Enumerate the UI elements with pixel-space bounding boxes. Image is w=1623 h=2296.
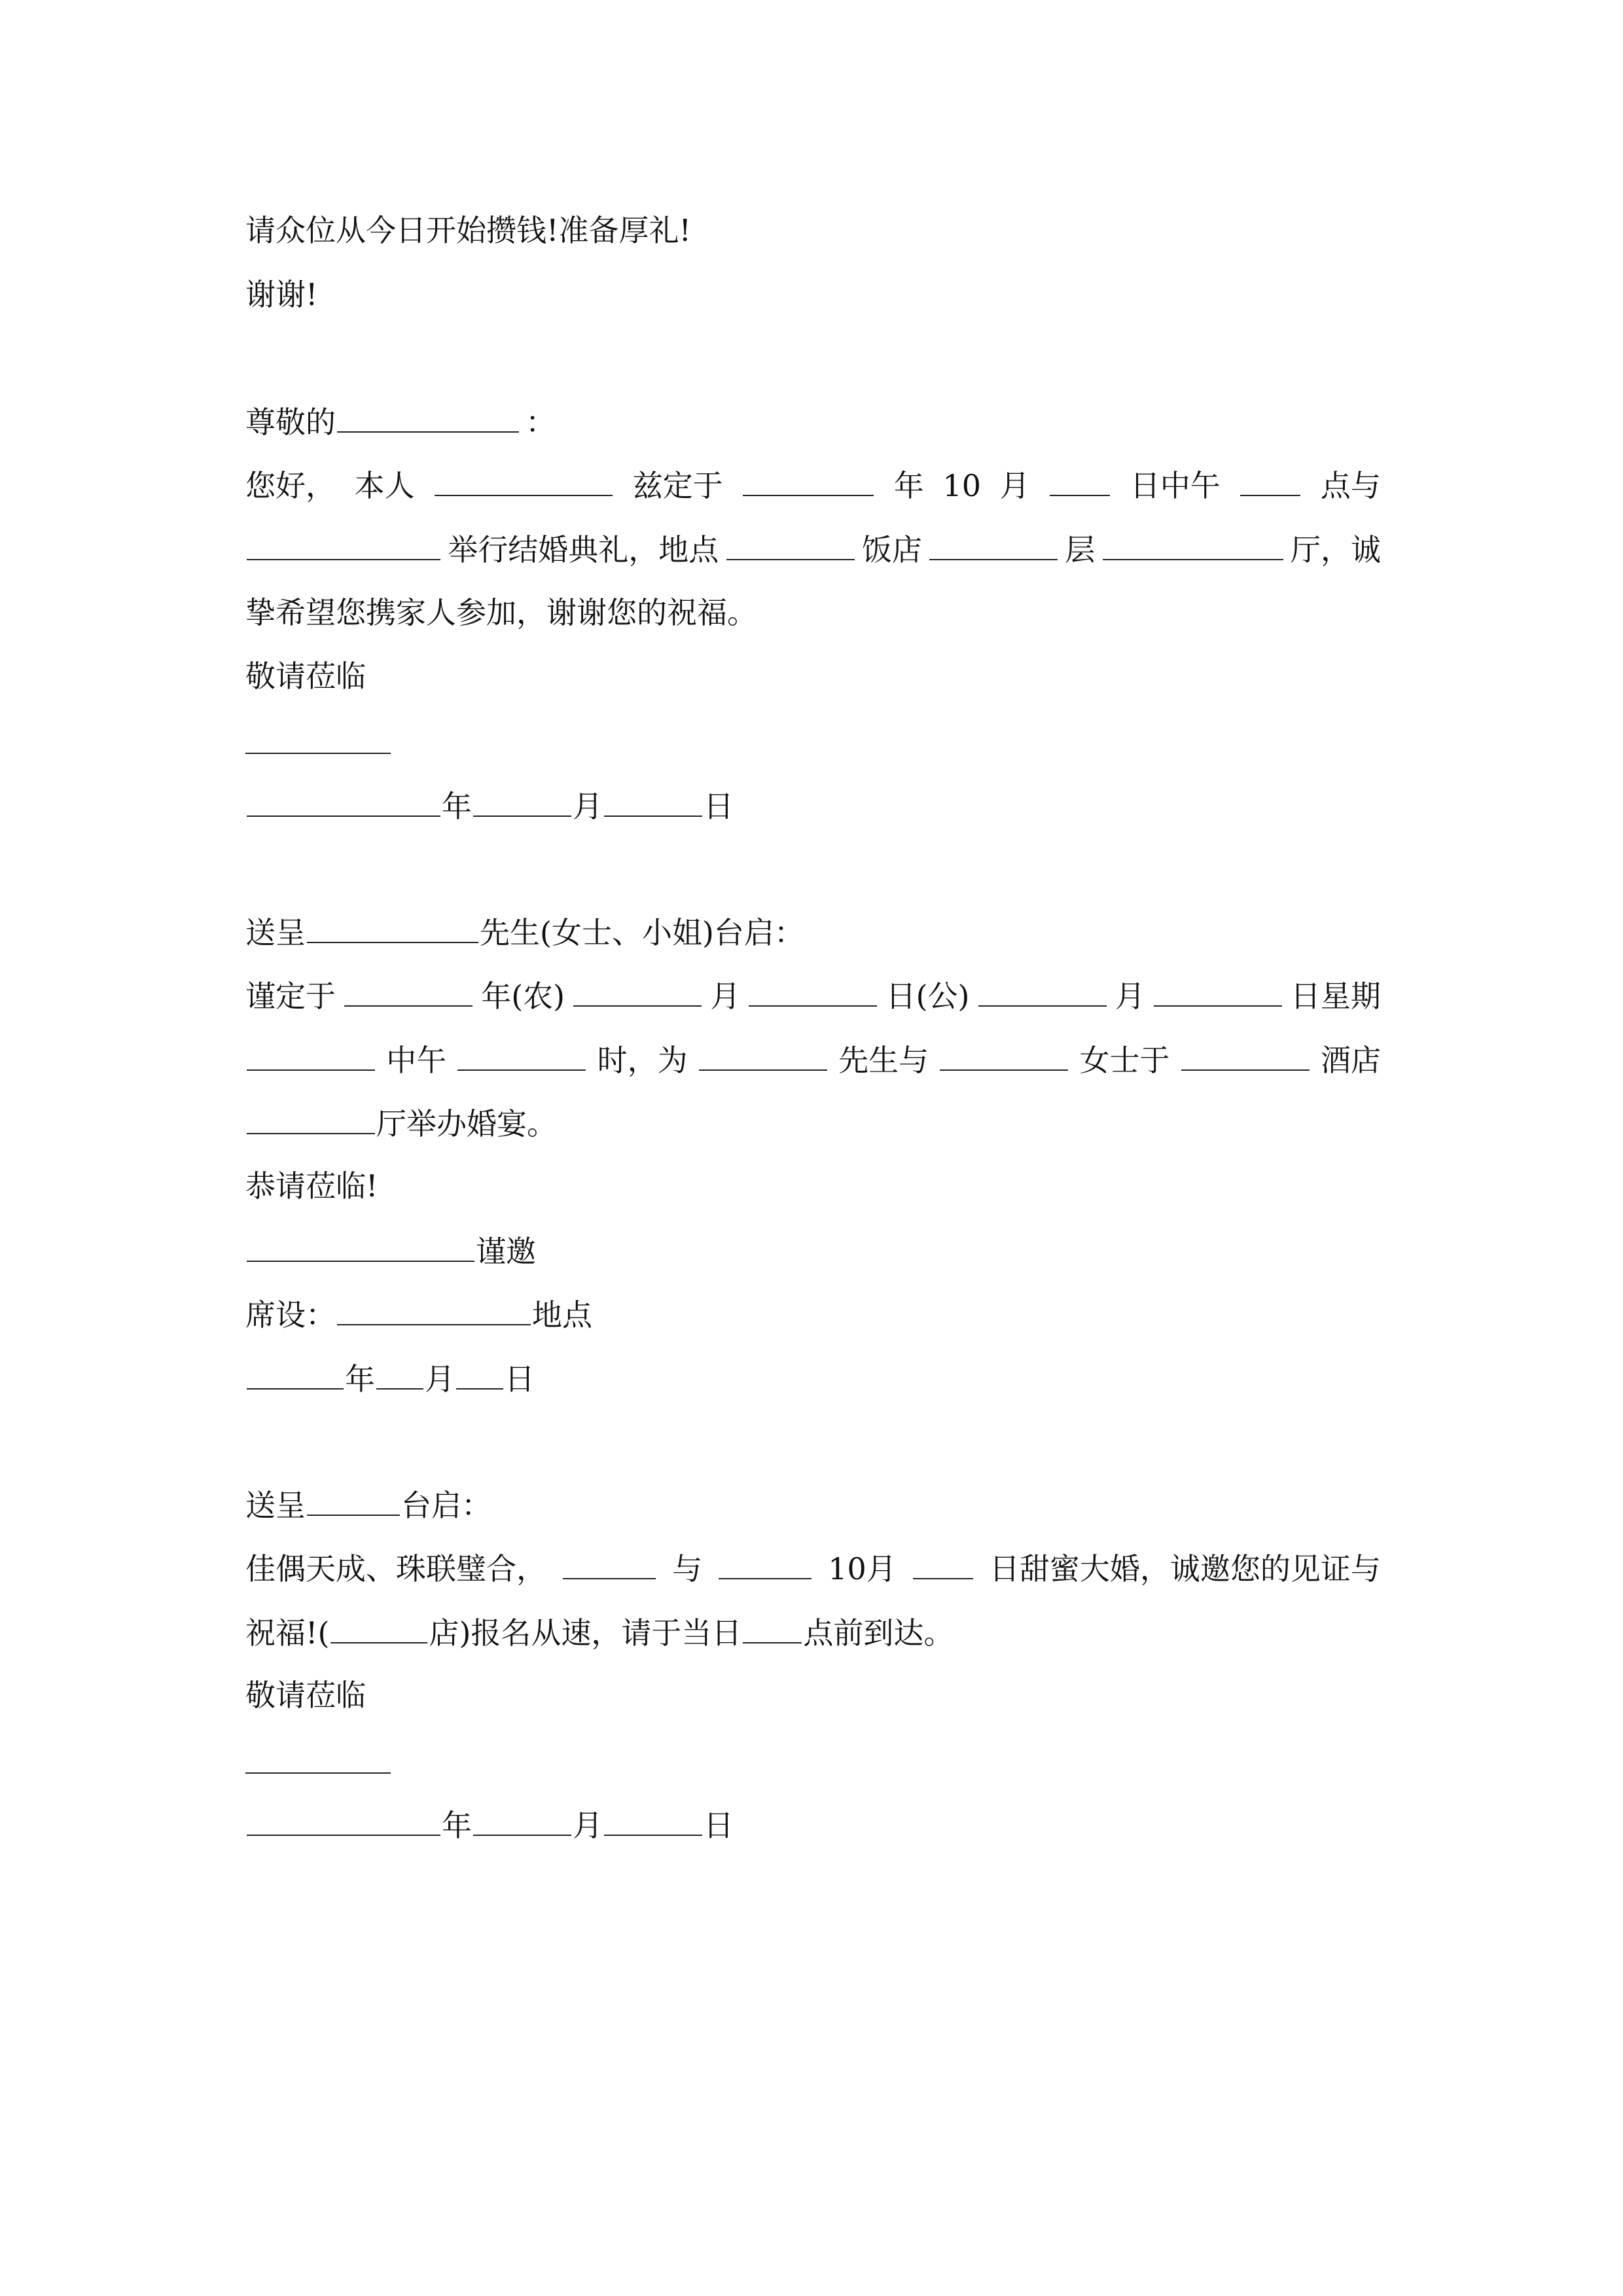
inv1-date-year: 年	[442, 789, 472, 824]
inv1-place-blank[interactable]	[726, 522, 855, 560]
inv3-closing-line	[245, 1669, 366, 1721]
inv2-day-blank[interactable]	[1154, 969, 1282, 1007]
inv1-salutation-line	[245, 395, 556, 447]
inv2-hour-blank[interactable]	[457, 1033, 586, 1071]
inv1-b2-t2: 饭店	[861, 532, 922, 567]
inv1-floor-blank[interactable]	[929, 522, 1058, 560]
intro-line-2	[245, 268, 318, 321]
inv2-to-line	[245, 905, 804, 958]
inv3-b2-t1: 祝福!(	[245, 1615, 330, 1651]
inv3-date-line	[245, 1798, 734, 1850]
intro-text-2: 谢谢!	[245, 277, 318, 312]
inv2-date-day-blank[interactable]	[456, 1352, 503, 1390]
inv1-b1-t8: 点与	[1320, 468, 1381, 503]
inv2-date-month: 月	[425, 1361, 455, 1397]
inv2-b2-t3: 先生与	[838, 1043, 929, 1078]
inv2-date-month-blank[interactable]	[376, 1352, 423, 1390]
inv2-hall-blank[interactable]	[247, 1096, 375, 1134]
intro-text-1: 请众位从今日开始攒钱!准备厚礼!	[245, 213, 691, 248]
inv2-body-line-2	[245, 1033, 1381, 1085]
inv2-b1-t3: 月	[710, 978, 741, 1014]
inv3-recipient-blank[interactable]	[307, 1478, 400, 1516]
inv1-body-line-1	[245, 458, 1381, 511]
inv1-b3: 挚希望您携家人参加，谢谢您的祝福。	[245, 595, 757, 630]
inv2-lunar-day-blank[interactable]	[749, 969, 877, 1007]
inv1-day-blank[interactable]	[1050, 458, 1110, 496]
inv2-b1-t1: 谨定于	[245, 978, 336, 1014]
inv2-to-suffix: 先生(女士、小姐)台启：	[480, 915, 804, 950]
inv2-b2-t5: 酒店	[1320, 1043, 1381, 1078]
inv2-venue-suffix: 地点	[532, 1297, 592, 1333]
inv2-b1-t5: 月	[1115, 978, 1145, 1014]
inv1-closing: 敬请莅临	[245, 658, 366, 694]
inv2-year-blank[interactable]	[344, 969, 473, 1007]
inv2-b2-t4: 女士于	[1079, 1043, 1170, 1078]
inv1-body-line-3	[245, 586, 757, 639]
inv2-date-year: 年	[345, 1361, 375, 1397]
inv2-b1-t6: 日星期	[1290, 978, 1381, 1014]
inv3-date-year-blank[interactable]	[247, 1798, 440, 1836]
inv2-venue-blank[interactable]	[337, 1287, 531, 1325]
inv3-date-day: 日	[704, 1808, 734, 1843]
inv1-year-blank[interactable]	[743, 458, 874, 496]
inv1-b1-t7: 日中午	[1130, 468, 1221, 503]
inv1-b1-t5: 10	[942, 468, 982, 503]
inv3-day-blank[interactable]	[913, 1541, 973, 1579]
inv1-b1-t1: 您好，	[245, 468, 336, 503]
inv3-date-year: 年	[442, 1808, 472, 1843]
inv1-b1-t3: 兹定于	[632, 468, 723, 503]
inv2-venue-prefix: 席设：	[245, 1297, 336, 1333]
inv3-b2-t3: 点前到达。	[803, 1615, 954, 1651]
inv3-b1-t3: 10月	[828, 1551, 897, 1587]
inv3-hour-blank[interactable]	[743, 1605, 802, 1643]
inv3-to-line	[245, 1478, 491, 1530]
inv1-recipient-blank[interactable]	[337, 395, 519, 433]
inv3-body-line-2	[245, 1605, 954, 1658]
inv1-salutation-colon: ：	[526, 404, 556, 440]
inv3-bride-blank[interactable]	[719, 1541, 812, 1579]
inv2-date-year-blank[interactable]	[247, 1352, 344, 1390]
inv2-closing-line	[245, 1160, 378, 1212]
inv1-b1-t2: 本人	[354, 468, 415, 503]
inv2-closing: 恭请莅临!	[245, 1168, 378, 1204]
inv1-b2-t3: 层	[1065, 532, 1096, 567]
inv2-weekday-blank[interactable]	[247, 1033, 375, 1071]
inv2-recipient-blank[interactable]	[307, 905, 478, 943]
inv1-b1-t4: 年	[893, 468, 924, 503]
inv1-body-line-2	[245, 522, 1381, 575]
inv3-b2-t2: 店)报名从速，请于当日	[429, 1615, 742, 1651]
inv1-date-day-blank[interactable]	[604, 779, 702, 817]
inv1-b1-t6: 月	[999, 468, 1030, 503]
inv1-hour-blank[interactable]	[1240, 458, 1300, 496]
inv3-groom-blank[interactable]	[563, 1541, 656, 1579]
inv3-signature-line[interactable]	[245, 1772, 391, 1774]
inv3-date-month: 月	[573, 1808, 603, 1843]
inv1-date-month-blank[interactable]	[473, 779, 571, 817]
inv3-to-prefix: 送呈	[245, 1488, 306, 1523]
inv3-date-month-blank[interactable]	[473, 1798, 571, 1836]
inv1-partner-blank[interactable]	[247, 522, 440, 560]
inv1-b2-t1: 举行结婚典礼，地点	[448, 532, 719, 567]
inv2-body-line-3	[245, 1096, 557, 1149]
inv2-to-prefix: 送呈	[245, 915, 306, 950]
inv1-closing-line	[245, 650, 366, 702]
inv2-venue-line	[245, 1287, 592, 1340]
inv1-signature-line[interactable]	[245, 753, 391, 754]
inv3-to-suffix: 台启：	[401, 1488, 491, 1523]
intro-line-1	[245, 204, 691, 257]
inv1-salutation: 尊敬的	[245, 404, 336, 440]
inv2-body-line-1	[245, 969, 1381, 1021]
inv2-b3: 厅举办婚宴。	[376, 1106, 557, 1141]
inv3-body-line-1	[245, 1541, 1381, 1594]
inv2-lunar-month-blank[interactable]	[573, 969, 702, 1007]
inv2-signature-blank[interactable]	[247, 1224, 474, 1262]
inv2-month-blank[interactable]	[978, 969, 1107, 1007]
inv1-date-month: 月	[573, 789, 603, 824]
inv3-b1-t4: 日甜蜜大婚，诚邀您的见证与	[989, 1551, 1381, 1587]
inv2-signature-line	[245, 1224, 536, 1276]
inv3-shop-blank[interactable]	[330, 1605, 427, 1643]
inv2-b1-t2: 年(农)	[481, 978, 565, 1014]
inv3-b1-t1: 佳偶天成、珠联璧合，	[245, 1551, 546, 1587]
inv1-date-year-blank[interactable]	[247, 779, 440, 817]
inv3-b1-t2: 与	[672, 1551, 703, 1587]
inv2-groom-blank[interactable]	[699, 1033, 827, 1071]
inv2-bride-blank[interactable]	[940, 1033, 1068, 1071]
inv2-b2-t1: 中午	[386, 1043, 447, 1078]
inv1-b2-t4: 厅，诚	[1290, 532, 1381, 567]
inv1-date-day: 日	[704, 789, 734, 824]
inv1-hall-blank[interactable]	[1103, 522, 1283, 560]
inv2-signature: 谨邀	[476, 1234, 536, 1269]
inv2-b1-t4: 日(公)	[885, 978, 970, 1014]
inv1-date-line	[245, 779, 734, 831]
inv2-date-line	[245, 1352, 535, 1404]
inv2-hotel-blank[interactable]	[1181, 1033, 1310, 1071]
inv1-host-blank[interactable]	[435, 458, 613, 496]
inv3-date-day-blank[interactable]	[604, 1798, 702, 1836]
inv2-b2-t2: 时，为	[597, 1043, 688, 1078]
inv2-date-day: 日	[505, 1361, 535, 1397]
inv3-closing: 敬请莅临	[245, 1677, 366, 1713]
